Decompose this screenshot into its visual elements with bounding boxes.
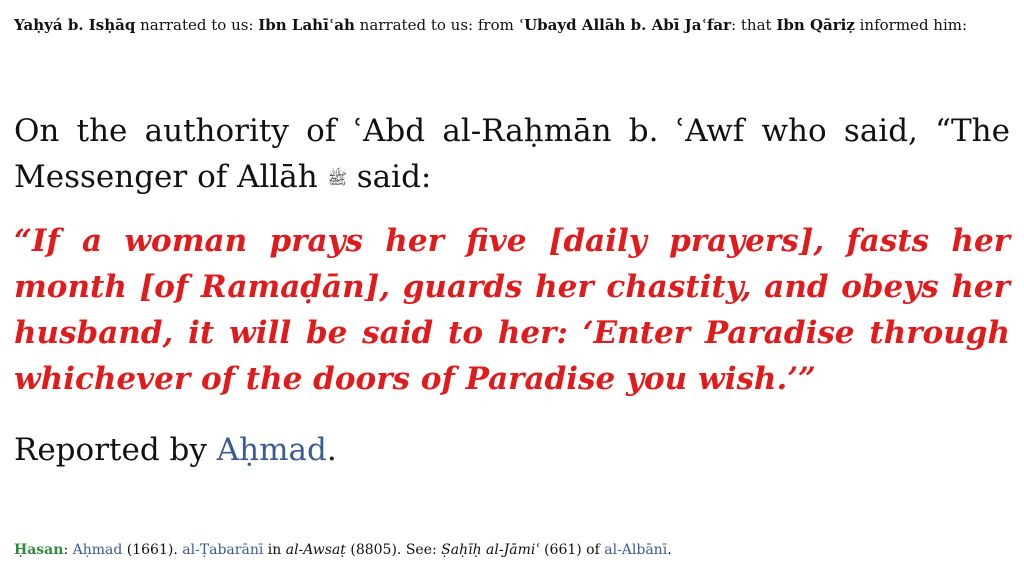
reported-prefix: Reported by [14, 432, 217, 468]
link-albani[interactable]: al-Albānī [604, 542, 668, 558]
reported-suffix: . [326, 432, 337, 468]
book-title-sahih-al-jami: Ṣaḥīḥ al-Jāmiʿ [441, 542, 540, 558]
grade-label: Ḥasan [14, 542, 64, 558]
grading-text: (8805). See: [345, 542, 442, 558]
narrator-ibn-lahiah: Ibn Lahīʿah [258, 16, 355, 34]
grading-text: . [667, 542, 672, 558]
intro-after: said: [346, 159, 432, 195]
grading-line [14, 540, 1010, 560]
narrator-yahya: Yaḥyá b. Isḥāq [14, 16, 136, 34]
book-title-awsat: al-Awsaṭ [285, 542, 346, 558]
hadith-introduction [14, 108, 1010, 202]
narrator-ubayd-allah: ʿUbayd Allāh b. Abī Jaʿfar [518, 16, 732, 34]
isnad-text: informed him: [854, 16, 968, 34]
isnad-chain [14, 14, 1010, 36]
grading-text: in [263, 542, 286, 558]
isnad-text: : that [731, 16, 777, 34]
hadith-text: “If a woman prays her five [daily prayers], fasts her month [of Ramaḍān], guards her chastity, and obeys her husband, it will be said to her: ‘Enter Paradise through whichever of the doors of Paradise you wish.’” [14, 223, 1010, 397]
link-ahmad[interactable]: Aḥmad [72, 542, 123, 558]
grading-text: : [63, 542, 73, 558]
narrator-ibn-qariz: Ibn Qāriẓ [776, 16, 855, 34]
link-tabarani[interactable]: al-Ṭabarānī [182, 542, 264, 558]
source-link-ahmad[interactable]: Aḥmad [216, 432, 327, 468]
intro-text: On the authority of ʿAbd al-Raḥmān b. ʿAwf who said, “The Messenger of Allāh [14, 113, 1010, 195]
isnad-text: narrated to us: from [354, 16, 519, 34]
grading-text: (1661). [122, 542, 183, 558]
isnad-text: narrated to us: [135, 16, 259, 34]
reported-by [14, 428, 1010, 472]
grading-text: (661) of [539, 542, 605, 558]
salawat-seal-icon: ﷺ [327, 168, 347, 188]
